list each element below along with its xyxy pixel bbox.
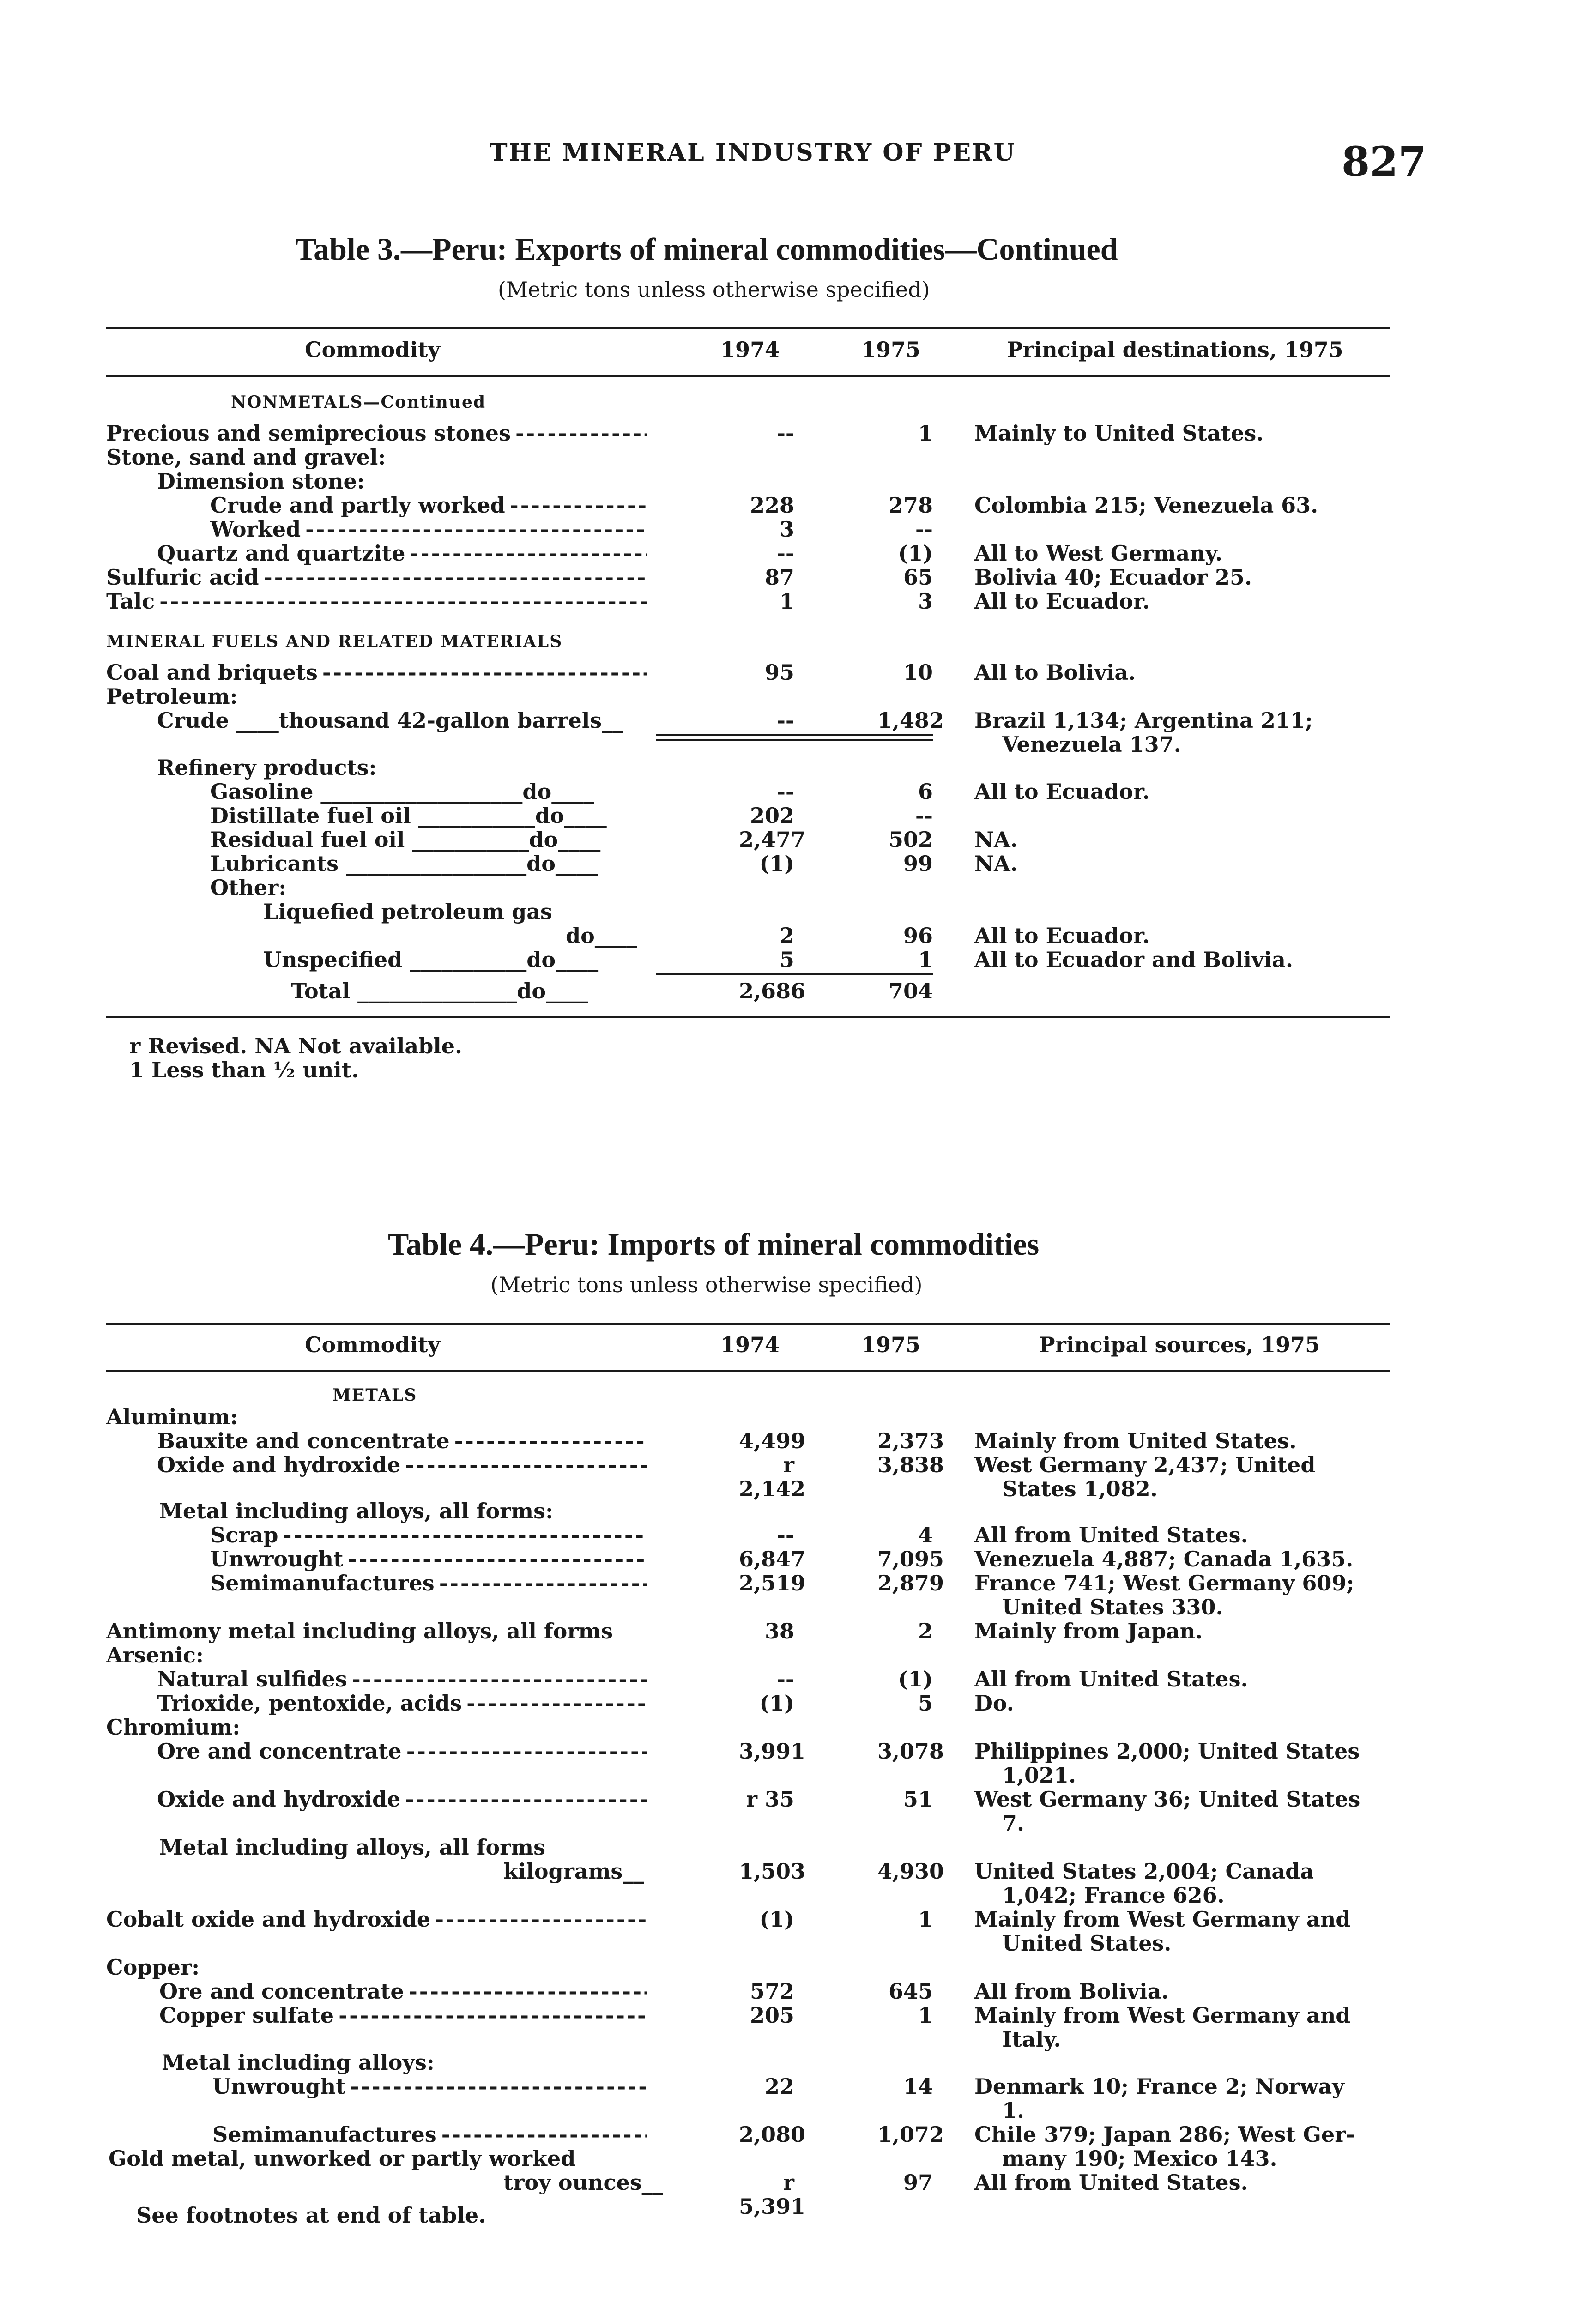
table-row: Unwrought - - - 22 14 Denmark 10; France 2; Norway 1.: [0, 2074, 1596, 2098]
table3-subtitle: (Metric tons unless otherwise specified): [498, 277, 930, 302]
table-row: Lubricants _________________do____ (1) 99 NA.: [210, 851, 1018, 876]
table-row: Oxide and hydroxide - - - r 2,142 3,838 West Germany 2,437; United States 1,082.: [0, 1453, 1596, 1477]
double-rule-top: [656, 734, 933, 736]
table4-header-1974: 1974: [720, 1332, 780, 1357]
table-row: Semimanufactures - - - 2,519 2,879 France 741; West Germany 609; United States 330.: [0, 1571, 1596, 1595]
table4-header-1975: 1975: [861, 1332, 921, 1357]
table-row: Aluminum:: [106, 1404, 238, 1429]
table-row: do____ 2 96 All to Ecuador.: [566, 923, 1150, 948]
table-row: Metal including alloys, all forms: [159, 1835, 545, 1860]
running-head: THE MINERAL INDUSTRY OF PERU: [490, 139, 1016, 167]
table3-header-commodity: Commodity: [305, 337, 440, 362]
table3-bottom-rule: [106, 1016, 1390, 1018]
table-row: Semimanufactures - - - 2,080 1,072 Chile 379; Japan 286; West Ger- many 190; Mexico 143.: [0, 2122, 1596, 2146]
table-row: Metal including alloys, all forms:: [159, 1499, 553, 1523]
table-row: Trioxide, pentoxide, acids - - - (1) 5 Do.: [0, 1691, 1596, 1715]
table3-header-1974: 1974: [720, 337, 780, 362]
table-row: Metal including alloys:: [162, 2050, 435, 2075]
table3-footnote: r Revised. NA Not available.: [129, 1034, 463, 1058]
table-row: Residual fuel oil ___________do____ 2,477 502 NA.: [210, 827, 1018, 852]
table4-subtitle: (Metric tons unless otherwise specified): [490, 1272, 923, 1297]
table3-section-nonmetals: NONMETALS—Continued: [231, 393, 486, 412]
table-row: Crude and partly worked - - - 228 278 Colombia 215; Venezuela 63.: [0, 493, 1596, 517]
table4-header-sources: Principal sources, 1975: [1039, 1332, 1320, 1357]
table-row: Precious and semiprecious stones - - - -- 1 Mainly to United States.: [0, 421, 1596, 445]
table3-footnote: 1 Less than ½ unit.: [129, 1058, 359, 1082]
table-row: Stone, sand and gravel:: [106, 445, 386, 470]
table-row: Cobalt oxide and hydroxide - - - (1) 1 Mainly from West Germany and United States.: [0, 1907, 1596, 1931]
table3-header-1975: 1975: [861, 337, 921, 362]
table-row: Chromium:: [106, 1715, 241, 1740]
table-row: Oxide and hydroxide - - - r 35 51 West Germany 36; United States 7.: [0, 1787, 1596, 1811]
table-row: Refinery products:: [157, 755, 377, 780]
double-rule-bottom: [656, 739, 933, 741]
table-row: Gold metal, unworked or partly worked: [109, 2146, 576, 2171]
table-row: kilograms__ 1,503 4,930 United States 2,004; Canada 1,042; France 626.: [503, 1859, 1314, 1908]
table-row: Quartz and quartzite - - - -- (1) All to West Germany.: [0, 541, 1596, 565]
table-row: Liquefied petroleum gas: [263, 899, 552, 924]
table4-title: Table 4.—Peru: Imports of mineral commodities: [388, 1227, 1040, 1262]
table-row: Unwrought - - - 6,847 7,095 Venezuela 4,887; Canada 1,635.: [0, 1547, 1596, 1571]
table-row: Talc - - - 1 3 All to Ecuador.: [0, 589, 1596, 613]
table-row: Bauxite and concentrate - - - 4,499 2,373 Mainly from United States.: [0, 1429, 1596, 1453]
table-row: Unspecified ___________do____ 5 1 All to Ecuador and Bolivia.: [263, 947, 1293, 972]
table3-section-fuels: MINERAL FUELS AND RELATED MATERIALS: [106, 632, 563, 651]
table4-section-metals: METALS: [332, 1385, 417, 1405]
table-row-total: Total _______________do____ 2,686 704: [291, 979, 933, 1003]
total-rule: [656, 973, 933, 975]
table-row: Arsenic:: [106, 1643, 204, 1668]
table-row: troy ounces__ r 5,391 97 All from United States.: [503, 2170, 1248, 2219]
table-row: Petroleum:: [106, 684, 238, 709]
table-row: Crude ____thousand 42-gallon barrels__ -- 1,482 Brazil 1,134; Argentina 211; Venezuela 137.: [157, 708, 1313, 757]
table-row: Sulfuric acid - - - 87 65 Bolivia 40; Ecuador 25.: [0, 565, 1596, 589]
table4-footnote: See footnotes at end of table.: [136, 2203, 486, 2228]
table3-top-rule: [106, 327, 1390, 329]
table-row: Copper sulfate - - - 205 1 Mainly from West Germany and Italy.: [0, 2003, 1596, 2027]
table3-title: Table 3.—Peru: Exports of mineral commodities—Continued: [296, 231, 1118, 266]
table-row: Antimony metal including alloys, all forms 38 2 Mainly from Japan.: [106, 1619, 1203, 1644]
table3-header-destinations: Principal destinations, 1975: [1007, 337, 1343, 362]
table-row: Ore and concentrate - - - 3,991 3,078 Philippines 2,000; United States 1,021.: [0, 1739, 1596, 1763]
table-row: Scrap - - - -- 4 All from United States.: [0, 1523, 1596, 1547]
table3-header-rule: [106, 375, 1390, 377]
table-row: Ore and concentrate - - - 572 645 All from Bolivia.: [0, 1979, 1596, 2003]
table-row: Distillate fuel oil ___________do____ 202 --: [210, 803, 933, 828]
table-row: Worked - - - 3 --: [0, 517, 1596, 541]
table4-header-commodity: Commodity: [305, 1332, 440, 1357]
table-row: Natural sulfides - - - -- (1) All from United States.: [0, 1667, 1596, 1691]
table-row: Coal and briquets - - - 95 10 All to Bolivia.: [0, 660, 1596, 684]
table-row: Copper:: [106, 1955, 200, 1980]
table4-top-rule: [106, 1323, 1390, 1325]
table-row: Gasoline ___________________do____ -- 6 All to Ecuador.: [210, 779, 1150, 804]
table-row: Dimension stone:: [157, 469, 365, 494]
page-number: 827: [1342, 138, 1427, 186]
table4-header-rule: [106, 1370, 1390, 1372]
table-row: Other:: [210, 875, 287, 900]
